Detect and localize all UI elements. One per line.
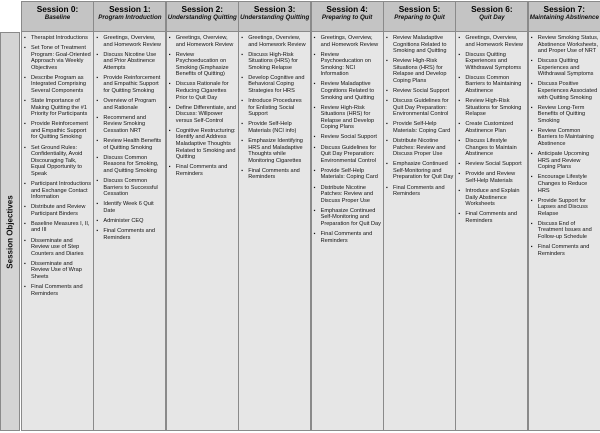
bullet-icon: ▪ (313, 104, 316, 111)
objective-text: State Importance of Making Quitting the #1 Priority for Participants (31, 98, 88, 118)
bullet-icon: ▪ (96, 154, 99, 161)
session-title: Session 0: (36, 4, 79, 14)
objective-text: Provide Self-Help Materials: Coping Card (320, 167, 378, 181)
session-column-5 (383, 1, 456, 431)
objective-text: Set Ground Rules: Confidentiality, Avoid Discouraging Talk, Equal Opportunity to Speak (31, 144, 83, 177)
objective-item (314, 168, 382, 181)
objective-text: Describe Program as Integrated Comprising Several Components (31, 74, 87, 95)
objective-item (24, 75, 92, 95)
objective-item (386, 35, 454, 55)
objective-item (169, 164, 237, 177)
objective-item (386, 88, 454, 95)
objective-item (169, 81, 237, 101)
bullet-icon: ▪ (530, 151, 533, 158)
bullet-icon: ▪ (96, 51, 99, 58)
session-header (455, 1, 528, 32)
bullet-icon: ▪ (313, 167, 316, 174)
objective-text: Cognitive Restructuring: Identify and Address Maladaptive Thoughts Related to Smoking and Quitting (175, 127, 236, 161)
bullet-icon: ▪ (530, 127, 533, 134)
bullet-icon: ▪ (458, 188, 461, 195)
bullet-icon: ▪ (24, 260, 26, 267)
bullet-icon: ▪ (386, 35, 388, 41)
objective-text: Review Long-Term Benefits of Quitting Smoking (537, 104, 586, 124)
objective-item (314, 35, 382, 48)
objective-item (96, 98, 164, 111)
objective-item (24, 145, 92, 178)
objective-text: Discuss Lifestyle Changes to Maintain Abstinence (465, 138, 517, 158)
objective-text: Discuss Common Barriers to Maintaining Abstinence (465, 74, 522, 95)
bullet-icon: ▪ (530, 81, 533, 88)
session-title: Session 2: (181, 4, 224, 14)
objective-text: Final Comments and Reminders (175, 164, 228, 177)
objective-text: Discuss Quitting Experiences and Withdrawal Symptoms (537, 58, 594, 78)
objective-item (386, 161, 454, 181)
session-header (311, 1, 384, 32)
session-column-1 (93, 1, 166, 431)
objective-text: Discuss End of Treatment Issues and Follow-up Schedule (537, 220, 592, 240)
bullet-icon: ▪ (241, 35, 243, 41)
objective-item (169, 52, 237, 78)
objective-text: Review Social Support (393, 88, 450, 95)
objective-text: Provide Self-Help Materials (NCI info) (248, 121, 297, 134)
objective-item (458, 171, 526, 184)
objective-text: Create Customized Abstinence Plan (465, 121, 514, 134)
objective-item (24, 221, 92, 234)
bullet-icon: ▪ (530, 244, 533, 251)
objective-text: Discuss High-Risk Situations (HRS) for Smoking Relapse (248, 51, 298, 71)
objective-text: Overview of Program and Rationale (103, 98, 156, 111)
objective-item (314, 208, 382, 228)
session-title: Session 4: (326, 4, 368, 14)
bullet-icon: ▪ (458, 138, 461, 145)
objective-text: Emphasize Continued Self-Monitoring and Preparation for Quit Day (320, 207, 381, 227)
bullet-icon: ▪ (458, 161, 461, 168)
objective-text: Provide Self-Help Materials: Coping Card (393, 121, 451, 134)
objective-text: Administer CEQ (103, 217, 144, 224)
bullet-icon: ▪ (458, 121, 461, 128)
objective-item (24, 261, 92, 281)
objective-text: Review Psychoeducation on Smoking (Emphasize Benefits of Quitting) (175, 51, 229, 78)
objective-item (531, 174, 599, 194)
objective-item (458, 121, 526, 134)
objective-text: Participant Introductions and Exchange Contact Information (31, 180, 92, 201)
objective-item (96, 201, 164, 214)
bullet-icon: ▪ (24, 144, 26, 151)
objective-item (24, 204, 92, 217)
objective-text: Review Common Barriers to Maintaining Abstinence (537, 127, 594, 148)
objective-text: Distribute Nicotine Patches: Review and Discuss Proper Use (393, 138, 446, 158)
objective-item (96, 228, 164, 241)
session-header (383, 1, 456, 32)
session-header (93, 1, 166, 32)
session-title: Session 3: (253, 4, 296, 14)
objective-text: Disseminate and Review use of Step Counters and Diaries (31, 237, 84, 257)
session-header (238, 1, 311, 32)
session-header (528, 1, 600, 32)
objective-text: Introduce Procedures for Enlisting Social Support (248, 98, 302, 118)
objective-text: Review High-Risk Situations for Smoking Relapse (465, 98, 522, 118)
bullet-icon: ▪ (313, 51, 316, 58)
bullet-icon: ▪ (96, 201, 99, 208)
bullet-icon: ▪ (458, 171, 461, 178)
objective-text: Review Maladaptive Cognitions Related to Smoking and Quitting (320, 81, 375, 101)
bullet-icon: ▪ (24, 35, 26, 41)
objective-item (241, 138, 309, 164)
objective-item (24, 45, 92, 71)
bullet-icon: ▪ (168, 51, 171, 58)
objective-item (96, 218, 164, 225)
objective-item (169, 128, 237, 161)
objective-text: Review High-Risk Situations (HRS) for Relapse and Develop Coping Plans (393, 58, 447, 84)
bullet-icon: ▪ (24, 98, 26, 105)
objective-text: Provide and Review Self-Help Materials (465, 171, 516, 184)
session-header (21, 1, 94, 32)
bullet-icon: ▪ (386, 161, 388, 168)
objective-text: Greetings, Overview, and Homework Review (248, 35, 306, 48)
session-header (166, 1, 239, 32)
objective-text: Discuss Positive Experiences Associated with Quitting Smoking (537, 81, 598, 101)
bullet-icon: ▪ (313, 81, 316, 88)
objective-item (314, 185, 382, 205)
objective-item (531, 35, 599, 55)
objective-text: Provide Support for Lapses and Discuss Relapse (537, 197, 588, 217)
session-objectives-cell (238, 32, 311, 431)
bullet-icon: ▪ (530, 220, 533, 227)
objective-text: Greetings, Overview, and Homework Review (465, 35, 523, 48)
objective-text: Final Comments and Reminders (31, 284, 83, 297)
session-column-6 (455, 1, 528, 431)
bullet-icon: ▪ (313, 134, 316, 141)
bullet-icon: ▪ (530, 174, 533, 181)
objective-text: Therapist Introductions (31, 35, 88, 41)
objective-item (169, 105, 237, 125)
objective-item (314, 105, 382, 131)
session-title: Session 5: (398, 4, 441, 14)
objective-text: Encourage Lifestyle Changes to Reduce HRS (537, 174, 588, 194)
objective-text: Review Maladaptive Cognitions Related to Smoking and Quitting (393, 35, 447, 55)
objective-item (241, 98, 309, 118)
bullet-icon: ▪ (24, 45, 26, 52)
session-objectives-cell (383, 32, 456, 431)
objective-item (169, 35, 237, 48)
row-header (0, 32, 20, 431)
session-column-2 (166, 1, 239, 431)
session-subtitle: Maintaining Abstinence (529, 14, 599, 21)
objective-text: Greetings, Overview, and Homework Review (103, 35, 161, 48)
bullet-icon: ▪ (24, 180, 26, 187)
objective-text: Final Comments and Reminders (320, 231, 373, 244)
objective-text: Set Tone of Treatment Program: Goal-Oriented Approach via Weekly Objectives (31, 45, 91, 71)
objective-text: Review Smoking Status, Abstinence Worksheets, and Proper Use of NRT (537, 35, 599, 55)
objective-text: Provide Reinforcement and Empathic Support for Quitting Smoking (103, 74, 161, 95)
bullet-icon: ▪ (458, 74, 461, 81)
objective-item (458, 161, 526, 168)
objective-text: Discuss Guidelines for Quit Day Preparation: Environmental Control (320, 144, 377, 164)
bullet-icon: ▪ (241, 98, 243, 105)
bullet-icon: ▪ (168, 35, 171, 41)
objective-text: Discuss Common Reasons for Smoking, and Quitting Smoking (103, 154, 159, 174)
bullet-icon: ▪ (24, 284, 26, 291)
bullet-icon: ▪ (386, 98, 388, 105)
objective-text: Final Comments and Reminders (248, 167, 300, 181)
objective-item (96, 35, 164, 48)
session-column-3 (238, 1, 311, 431)
bullet-icon: ▪ (241, 51, 243, 58)
session-subtitle: Understanding Quitting (167, 14, 237, 21)
objective-text: Discuss Quitting Experiences and Withdrawal Symptoms (465, 51, 522, 71)
objective-item (458, 138, 526, 158)
objective-item (96, 52, 164, 72)
bullet-icon: ▪ (241, 167, 243, 174)
bullet-icon: ▪ (96, 217, 99, 224)
objective-text: Discuss Common Barriers to Successful Cessation (103, 178, 158, 198)
objective-item (458, 35, 526, 48)
objective-item (314, 52, 382, 78)
objective-item (458, 188, 526, 208)
objective-item (386, 58, 454, 84)
session-objectives-cell (455, 32, 528, 431)
objective-item (314, 81, 382, 101)
objective-text: Discuss Guidelines for Quit Day Preparation: Environmental Control (393, 98, 449, 118)
bullet-icon: ▪ (458, 98, 461, 105)
objective-item (24, 284, 92, 297)
objective-item (531, 221, 599, 241)
objective-text: Emphasize Continued Self-Monitoring and Preparation for Quit Day (393, 161, 454, 181)
bullet-icon: ▪ (458, 35, 461, 41)
objective-text: Introduce and Explain Daily Abstinence Worksheets (465, 188, 520, 208)
bullet-icon: ▪ (96, 228, 99, 235)
session-objectives-cell (311, 32, 384, 431)
objective-text: Final Comments and Reminders (465, 211, 517, 224)
session-title: Session 7: (543, 4, 586, 14)
bullet-icon: ▪ (313, 207, 316, 214)
bullet-icon: ▪ (530, 58, 533, 65)
session-objectives-cell (528, 32, 600, 431)
bullet-icon: ▪ (96, 98, 99, 105)
objective-item (24, 181, 92, 201)
objective-item (24, 121, 92, 141)
objective-text: Review Social Support (465, 161, 522, 168)
objective-text: Review Social Support (320, 134, 377, 141)
objective-item (531, 128, 599, 148)
objective-item (386, 121, 454, 134)
objective-item (531, 151, 599, 171)
objective-item (531, 244, 599, 257)
bullet-icon: ▪ (241, 121, 243, 128)
objective-text: Define Differentiate, and Discuss: Willpower versus Self-Control (175, 104, 237, 124)
bullet-icon: ▪ (96, 35, 99, 41)
bullet-icon: ▪ (24, 237, 26, 244)
objective-text: Recommend and Review Smoking Cessation NRT (103, 114, 146, 134)
session-column-7 (528, 1, 600, 431)
objective-item (458, 98, 526, 118)
session-objectives-cell (21, 32, 94, 431)
bullet-icon: ▪ (24, 204, 26, 211)
objective-item (314, 134, 382, 141)
session-subtitle: Baseline (44, 14, 71, 21)
objective-text: Distribute and Review Participant Binders (31, 204, 86, 217)
bullet-icon: ▪ (241, 138, 243, 145)
bullet-icon: ▪ (24, 121, 26, 128)
objective-item (314, 145, 382, 165)
objective-text: Anticipate Upcoming HRS and Review Coping Plans (537, 151, 590, 171)
objective-item (96, 178, 164, 198)
objective-item (96, 138, 164, 151)
objective-item (386, 185, 454, 198)
bullet-icon: ▪ (386, 58, 388, 65)
session-subtitle: Program Introduction (98, 14, 162, 21)
objective-text: Emphasize Identifying HRS and Maladaptive Thoughts while Monitoring Cigarettes (248, 138, 303, 164)
objective-item (96, 115, 164, 135)
bullet-icon: ▪ (168, 127, 171, 134)
objective-item (241, 75, 309, 95)
session-column-0 (21, 1, 94, 431)
bullet-icon: ▪ (313, 35, 316, 41)
bullet-icon: ▪ (24, 74, 26, 81)
session-subtitle: Preparing to Quit (394, 14, 445, 21)
session-subtitle: Preparing to Quit (321, 14, 373, 21)
session-title: Session 6: (471, 4, 513, 14)
objective-item (24, 98, 92, 118)
bullet-icon: ▪ (24, 220, 26, 227)
bullet-icon: ▪ (241, 74, 243, 81)
bullet-icon: ▪ (96, 178, 99, 184)
objective-text: Greetings, Overview, and Homework Review (320, 35, 379, 48)
bullet-icon: ▪ (386, 88, 388, 95)
objective-item (386, 138, 454, 158)
bullet-icon: ▪ (96, 74, 99, 81)
bullet-icon: ▪ (458, 211, 461, 218)
bullet-icon: ▪ (168, 164, 171, 171)
objective-text: Develop Cognitive and Behavioral Coping Strategies for HRS (248, 74, 305, 95)
objective-item (531, 198, 599, 218)
objective-text: Review High-Risk Situations (HRS) for Relapse and Develop Coping Plans (320, 104, 375, 131)
objective-text: Review Psychoeducation on Smoking: NCI Information (320, 51, 371, 78)
bullet-icon: ▪ (96, 138, 99, 145)
session-title: Session 1: (109, 4, 151, 14)
objective-text: Baseline Measures I, II, and III (31, 220, 90, 234)
objective-item (96, 75, 164, 95)
objective-text: Distribute Nicotine Patches: Review and Discuss Proper Use (320, 184, 374, 204)
bullet-icon: ▪ (386, 184, 388, 191)
session-objectives-cell (93, 32, 166, 431)
bullet-icon: ▪ (168, 104, 171, 111)
objective-item (241, 35, 309, 48)
objective-item (531, 58, 599, 78)
objective-item (241, 52, 309, 72)
objective-text: Greetings, Overview, and Homework Review (175, 35, 234, 48)
objective-item (531, 81, 599, 101)
objective-item (458, 211, 526, 224)
objective-item (314, 231, 382, 244)
objective-text: Provide Reinforcement and Empathic Support for Quitting Smoking (31, 121, 88, 141)
bullet-icon: ▪ (386, 121, 388, 128)
bullet-icon: ▪ (168, 81, 171, 88)
bullet-icon: ▪ (530, 104, 533, 111)
objective-text: Final Comments and Reminders (103, 228, 155, 241)
objective-item (96, 155, 164, 175)
objective-item (458, 52, 526, 72)
bullet-icon: ▪ (386, 138, 388, 145)
objective-text: Discuss Nicotine Use and Prior Abstinence Attempts (103, 51, 157, 71)
objective-text: Disseminate and Review Use of Wrap Sheets (31, 260, 82, 280)
session-subtitle: Understanding Quitting (240, 14, 310, 21)
objective-item (241, 121, 309, 134)
objective-item (24, 238, 92, 258)
objective-text: Final Comments and Reminders (537, 244, 590, 257)
bullet-icon: ▪ (530, 197, 533, 204)
objective-text: Identify Week 6 Quit Date (103, 201, 154, 214)
objective-text: Discuss Rationale for Reducing Cigarettes Prior to Quit Day (175, 81, 229, 101)
objective-item (458, 75, 526, 95)
bullet-icon: ▪ (530, 35, 533, 41)
session-subtitle: Quit Day (479, 14, 505, 21)
bullet-icon: ▪ (313, 184, 316, 191)
bullet-icon: ▪ (313, 144, 316, 151)
bullet-icon: ▪ (458, 51, 461, 58)
objective-item (386, 98, 454, 118)
objective-item (24, 35, 92, 42)
session-column-4 (311, 1, 384, 431)
objective-item (241, 168, 309, 181)
row-header-label: Session Objectives (5, 194, 15, 269)
session-objectives-cell (166, 32, 239, 431)
bullet-icon: ▪ (313, 231, 316, 238)
objective-text: Review Health Benefits of Quitting Smoking (103, 138, 162, 151)
bullet-icon: ▪ (96, 114, 99, 121)
objective-item (531, 105, 599, 125)
objective-text: Final Comments and Reminders (393, 184, 445, 198)
